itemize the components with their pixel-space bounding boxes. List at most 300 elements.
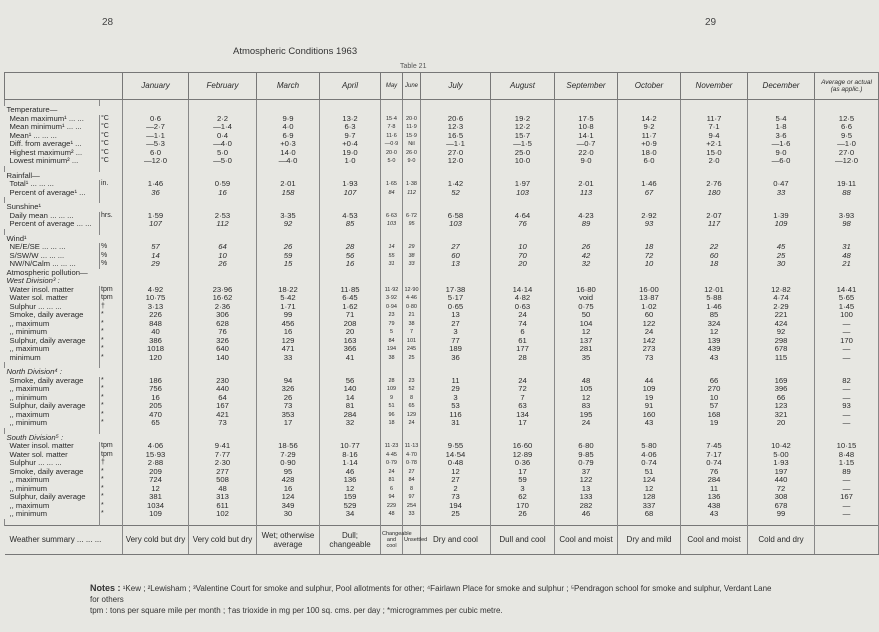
row-label: Weather summary ... ... ... [5,525,123,554]
section-row [5,203,879,212]
table-cell: 96 [381,411,403,420]
table-row [5,402,879,411]
row-label: Lowest minimum² ... [5,157,100,166]
table-cell: 11·92 [381,286,403,295]
table-cell: 7·17 [681,451,748,460]
table-cell: 2·01 [257,180,320,189]
table-cell: 1·46 [681,303,748,312]
empty-cell [381,235,403,244]
empty-cell [491,269,555,278]
table-cell: 112 [403,189,421,198]
table-cell: 14 [320,394,381,403]
table-cell: 73 [618,354,681,363]
table-cell: 15·7 [491,132,555,141]
table-row [5,337,879,346]
row-label: Sulphur, daily average [5,337,100,346]
table-cell: 1·14 [320,459,381,468]
table-cell: 62 [491,493,555,502]
row-unit: * [100,493,123,502]
table-cell: 11·7 [618,132,681,141]
table-cell: — [815,345,879,354]
table-cell: 197 [748,468,815,477]
empty-cell [403,172,421,181]
table-cell: 2·88 [123,459,189,468]
table-cell: 208 [320,320,381,329]
table-cell: 89 [815,468,879,477]
table-cell: 48 [381,510,403,519]
table-cell: 92 [748,328,815,337]
table-cell: 66 [681,377,748,386]
table-cell: 3 [421,394,491,403]
empty-cell [403,203,421,212]
table-cell: 26·0 [403,149,421,158]
row-unit: tpm [100,286,123,295]
row-label: Mean minimum¹ ... ... [5,123,100,132]
table-cell: 92 [257,220,320,229]
table-cell: 23 [381,311,403,320]
table-cell: 3·6 [748,132,815,141]
table-cell: 137 [555,337,618,346]
table-cell: 16 [257,485,320,494]
table-cell: 27·0 [815,149,879,158]
table-cell: 6·45 [320,294,381,303]
row-unit: * [100,385,123,394]
table-cell: 77 [421,337,491,346]
table-cell: 12 [320,485,381,494]
table-cell: 6·6 [815,123,879,132]
table-cell: 103 [491,189,555,198]
table-cell: 85 [320,220,381,229]
table-cell: 2·0 [681,157,748,166]
table-cell: 11·6 [381,132,403,141]
table-cell: 5·4 [748,115,815,124]
table-cell: 60 [618,311,681,320]
table-cell: 628 [189,320,257,329]
section-title: Sunshine¹ [5,203,123,212]
table-cell: 100 [815,311,879,320]
table-cell: 16·5 [421,132,491,141]
empty-cell [257,269,320,278]
table-cell: 34 [320,510,381,519]
table-cell: 5·0 [189,149,257,158]
table-cell: 159 [320,493,381,502]
table-cell: 11·85 [320,286,381,295]
table-cell: 122 [618,320,681,329]
table-cell: 273 [618,345,681,354]
table-cell: 3·93 [815,212,879,221]
table-cell: 321 [748,411,815,420]
table-cell: —0·9 [381,140,403,149]
table-cell: Cool and moist [555,525,618,554]
table-cell: 17·38 [421,286,491,295]
table-cell: 65 [403,402,421,411]
table-cell: 91 [618,402,681,411]
table-cell: 24 [403,419,421,428]
table-cell: 17·5 [555,115,618,124]
table-title: Atmospheric Conditions 1963 [233,46,358,57]
table-cell: 205 [123,402,189,411]
row-label: Water sol. matter [5,294,100,303]
table-cell: 0·90 [257,459,320,468]
table-cell: 48 [555,377,618,386]
table-cell: 43 [681,354,748,363]
table-cell: 298 [748,337,815,346]
section-row [5,106,879,115]
table-cell: 230 [189,377,257,386]
table-cell: 4·74 [748,294,815,303]
table-cell: 1·0 [320,157,381,166]
table-cell: 0·78 [403,459,421,468]
empty-cell [123,269,189,278]
row-label: ,, maximum [5,385,100,394]
table-cell: —1·0 [815,140,879,149]
table-row [5,286,879,295]
table-cell: 0·79 [555,459,618,468]
empty-cell [403,235,421,244]
table-cell: 5·0 [381,157,403,166]
table-cell: 6·58 [421,212,491,221]
row-label: Percent of average¹ ... [5,189,100,198]
table-cell: Dry and mild [618,525,681,554]
table-cell: 13 [421,311,491,320]
table-cell: — [815,510,879,519]
table-cell: 209 [123,468,189,477]
table-cell: 529 [320,502,381,511]
table-cell: — [815,411,879,420]
table-cell: 28 [491,354,555,363]
table-cell: 229 [381,502,403,511]
table-cell: 38 [381,354,403,363]
section-title: Temperature— [5,106,123,115]
table-cell: 27·0 [421,149,491,158]
table-row [5,345,879,354]
table-cell: 12 [421,468,491,477]
table-cell: 1·59 [123,212,189,221]
table-row [5,294,879,303]
table-cell: 99 [748,510,815,519]
table-cell: 4·82 [491,294,555,303]
row-unit: * [100,402,123,411]
row-unit: * [100,328,123,337]
table-cell: 326 [257,385,320,394]
table-row [5,243,879,252]
table-cell: 11 [421,377,491,386]
row-unit: % [100,243,123,252]
table-cell: 12 [681,328,748,337]
table-cell: 50 [555,311,618,320]
column-header: February [189,73,257,100]
table-cell: 14·0 [257,149,320,158]
table-cell: 1·62 [320,303,381,312]
table-cell: 640 [189,345,257,354]
table-cell: 14·41 [815,286,879,295]
row-unit: °C [100,132,123,141]
table-row [5,303,879,312]
table-cell: 9·55 [421,442,491,451]
table-cell: Dull and cool [491,525,555,554]
table-cell: 73 [189,419,257,428]
row-label: ,, minimum [5,419,100,428]
table-cell: 55 [381,252,403,261]
row-unit: † [100,303,123,312]
table-cell: 112 [189,220,257,229]
table-cell: 28 [320,243,381,252]
weather-summary-row [5,525,879,554]
column-header: November [681,73,748,100]
empty-cell [815,269,879,278]
row-unit: * [100,337,123,346]
table-cell: 353 [257,411,320,420]
table-cell: 29 [421,385,491,394]
table-cell: 19 [681,419,748,428]
table-cell: 4·64 [491,212,555,221]
table-cell: 57 [123,243,189,252]
table-cell: 1·46 [618,180,681,189]
table-cell: 337 [618,502,681,511]
table-cell: 73 [257,402,320,411]
table-cell: 74 [491,320,555,329]
table-cell: 115 [748,354,815,363]
table-cell: 17 [491,468,555,477]
row-unit: * [100,419,123,428]
table-cell: 8 [403,394,421,403]
row-label: Mean¹ ... ... ... [5,132,100,141]
table-cell: 105 [555,385,618,394]
table-cell: 349 [257,502,320,511]
table-cell: 4·23 [555,212,618,221]
atmospheric-conditions-table [4,72,879,555]
table-cell: 16 [123,394,189,403]
table-cell: 19·0 [320,149,381,158]
table-cell: 10·77 [320,442,381,451]
table-cell: 40 [123,328,189,337]
table-cell: 10·8 [555,123,618,132]
table-cell: 64 [189,243,257,252]
table-row [5,442,879,451]
table-cell: 366 [320,345,381,354]
table-cell: 6·80 [555,442,618,451]
table-cell: 71 [320,311,381,320]
table-cell: 13·87 [618,294,681,303]
table-cell: 24 [381,468,403,477]
table-cell: 0·36 [491,459,555,468]
table-cell: 10·0 [491,157,555,166]
table-cell: 308 [748,493,815,502]
table-cell: 20 [748,419,815,428]
table-row [5,459,879,468]
table-cell: 11·7 [681,115,748,124]
column-header: March [257,73,320,100]
table-cell: 129 [257,337,320,346]
table-cell: 103 [381,220,403,229]
table-cell: 59 [257,252,320,261]
table-cell: 3 [421,328,491,337]
table-cell: 9·7 [320,132,381,141]
table-cell: 4·06 [618,451,681,460]
table-cell: 5·65 [815,294,879,303]
table-cell: 102 [189,510,257,519]
section-title: Rainfall— [5,172,123,181]
table-cell: 107 [123,220,189,229]
table-cell: 2·76 [681,180,748,189]
row-label: minimum [5,354,100,363]
table-cell: 180 [681,189,748,198]
table-cell: 22 [681,243,748,252]
table-cell: 284 [681,476,748,485]
table-cell: 129 [403,411,421,420]
table-cell: 15·93 [123,451,189,460]
table-cell: 3·92 [381,294,403,303]
table-cell: 9·85 [555,451,618,460]
table-cell: 23·96 [189,286,257,295]
table-cell: 12·90 [404,286,419,293]
empty-cell [320,269,381,278]
table-cell: 7·45 [681,442,748,451]
table-cell: Very cold but dry [123,525,189,554]
row-label: ,, maximum [5,411,100,420]
table-cell: 189 [421,345,491,354]
row-unit: * [100,502,123,511]
table-cell: 18·22 [257,286,320,295]
row-label: Diff. from average¹ ... [5,140,100,149]
table-cell: 3·13 [123,303,189,312]
table-cell: 4·0 [257,123,320,132]
page-number-right: 29 [705,17,717,28]
table-cell: 101 [403,337,421,346]
table-cell: 0·74 [618,459,681,468]
table-cell: 9·0 [555,157,618,166]
table-cell: 18·56 [257,442,320,451]
table-cell: 1·93 [320,180,381,189]
empty-cell [421,269,491,278]
table-cell: 9·0 [748,149,815,158]
table-cell: 81 [381,476,403,485]
table-cell: 94 [257,377,320,386]
table-cell: 66 [748,394,815,403]
table-cell: 88 [815,189,879,198]
row-label: Highest maximum² ... [5,149,100,158]
row-unit: % [100,260,123,269]
table-row [5,212,879,221]
table-cell: 756 [123,385,189,394]
table-cell: 438 [681,502,748,511]
table-cell: 46 [555,510,618,519]
table-cell: 0·75 [555,303,618,312]
table-cell: 1·97 [491,180,555,189]
section-row [5,235,879,244]
table-cell: 4·06 [123,442,189,451]
section-row [5,172,879,181]
table-cell: 60 [421,252,491,261]
table-cell: 21 [403,311,421,320]
table-cell: 26 [189,260,257,269]
table-cell: 18 [681,260,748,269]
table-cell: 6 [491,328,555,337]
table-cell: 51 [381,402,403,411]
table-row [5,419,879,428]
empty-cell [381,172,403,181]
table-cell: 0·59 [189,180,257,189]
row-label: NW/N/Calm ... ... ... [5,260,100,269]
table-cell: 60 [681,252,748,261]
table-cell: 104 [555,320,618,329]
table-cell: 9·4 [681,132,748,141]
table-cell: 0·6 [123,115,189,124]
table-cell: 2·2 [189,115,257,124]
table-cell: 16·60 [491,442,555,451]
row-unit: * [100,476,123,485]
table-cell: 56 [320,377,381,386]
table-cell: 17 [491,419,555,428]
table-cell: 25 [748,252,815,261]
row-unit [100,189,123,198]
table-cell: — [815,394,879,403]
header-blank [5,73,123,100]
table-cell: 440 [748,476,815,485]
table-cell: 1·8 [748,123,815,132]
table-cell: 93 [618,220,681,229]
empty-cell [403,106,421,115]
table-cell: 12 [555,394,618,403]
table-cell: 0·74 [681,459,748,468]
row-unit: † [100,459,123,468]
row-unit: tpm [100,451,123,460]
table-cell: 43 [681,510,748,519]
notes-line-2: tpm : tons per square mile per month ; †as trioxide in mg per 100 sq. cms. per day ; *microgrammes per cubic metre. [90,606,503,615]
table-cell: 1·38 [403,180,421,189]
table-cell: 1·15 [815,459,879,468]
row-unit: °C [100,115,123,124]
table-cell: 421 [189,411,257,420]
row-label: ,, minimum [5,485,100,494]
table-cell: 167 [815,493,879,502]
table-cell: 14 [123,252,189,261]
row-unit: * [100,485,123,494]
row-unit: * [100,411,123,420]
empty-cell [618,269,681,278]
table-cell: 16·00 [618,286,681,295]
table-cell: 27 [403,468,421,477]
section-title: West Division³ : [5,277,123,286]
table-cell: 33 [403,510,421,519]
table-cell: 381 [123,493,189,502]
table-cell: 2 [421,485,491,494]
table-cell: 160 [618,411,681,420]
table-cell: 326 [189,337,257,346]
row-label: ,, maximum [5,345,100,354]
table-cell: 15·9 [403,132,421,141]
table-cell: 113 [555,189,618,198]
table-cell: 20 [491,260,555,269]
table-cell: Dry and cool [421,525,491,554]
row-unit: hrs. [100,212,123,221]
table-cell: 68 [618,510,681,519]
table-cell: 0·63 [491,303,555,312]
table-cell: 9·9 [257,115,320,124]
table-cell: 14·1 [555,132,618,141]
row-unit: * [100,394,123,403]
table-cell: 16 [257,328,320,337]
table-row [5,485,879,494]
table-cell: 194 [421,502,491,511]
table-cell: 10 [189,252,257,261]
table-cell: 103 [421,220,491,229]
table-cell: 117 [681,220,748,229]
section-row [5,277,879,286]
table-cell: 48 [189,485,257,494]
column-header: June [403,73,421,100]
table-cell: 12·89 [491,451,555,460]
